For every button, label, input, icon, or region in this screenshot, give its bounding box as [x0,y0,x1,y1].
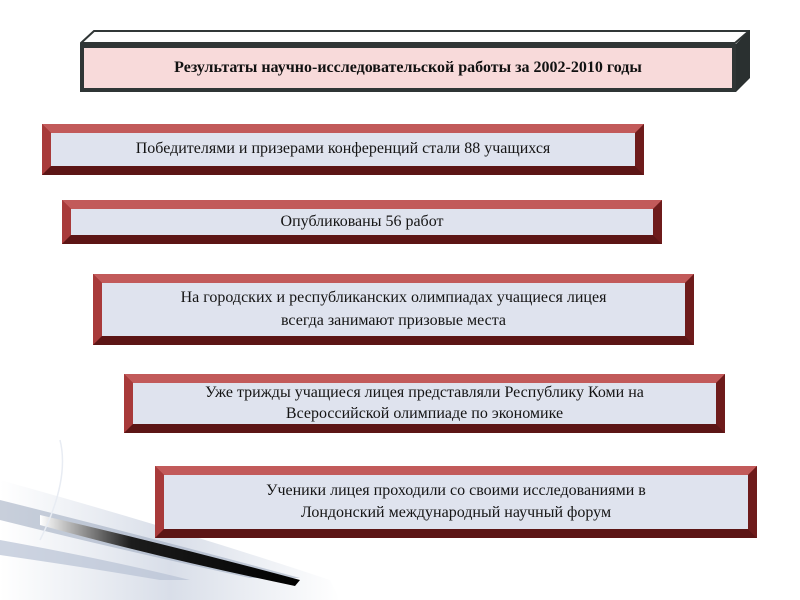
info-panel-winners [42,124,644,175]
panel-face [164,475,748,529]
panel-text-line: Всероссийской олимпиаде по экономике [285,404,564,422]
panel-text-line: Лондонский международный научный форум [300,504,612,521]
panel-text-line: Ученики лицея проходили со своими исследованиями в [266,481,646,499]
panel-face [102,283,685,336]
title-banner [80,44,736,92]
panel-face [133,383,716,424]
title-banner-top-outline [80,30,750,44]
info-panel-london-forum [155,466,757,538]
info-panel-olympiads [93,274,694,345]
panel-face [51,133,635,166]
panel-text-line: всегда занимают призовые места [280,311,507,329]
info-panel-publications [62,200,662,244]
info-panel-komi-republic [124,374,725,433]
page-title: Результаты научно-исследовательской работы за 2002-2010 годы [174,59,642,76]
panel-text-line: Уже трижды учащиеся лицея представляли Республику Коми на [205,383,644,401]
panel-face [71,209,653,235]
panel-text-line: Опубликованы 56 работ [280,212,444,230]
panel-text-line: Победителями и призерами конференций стали 88 учащихся [135,140,551,158]
panel-text-line: На городских и республиканских олимпиадах учащиеся лицея [180,289,607,307]
